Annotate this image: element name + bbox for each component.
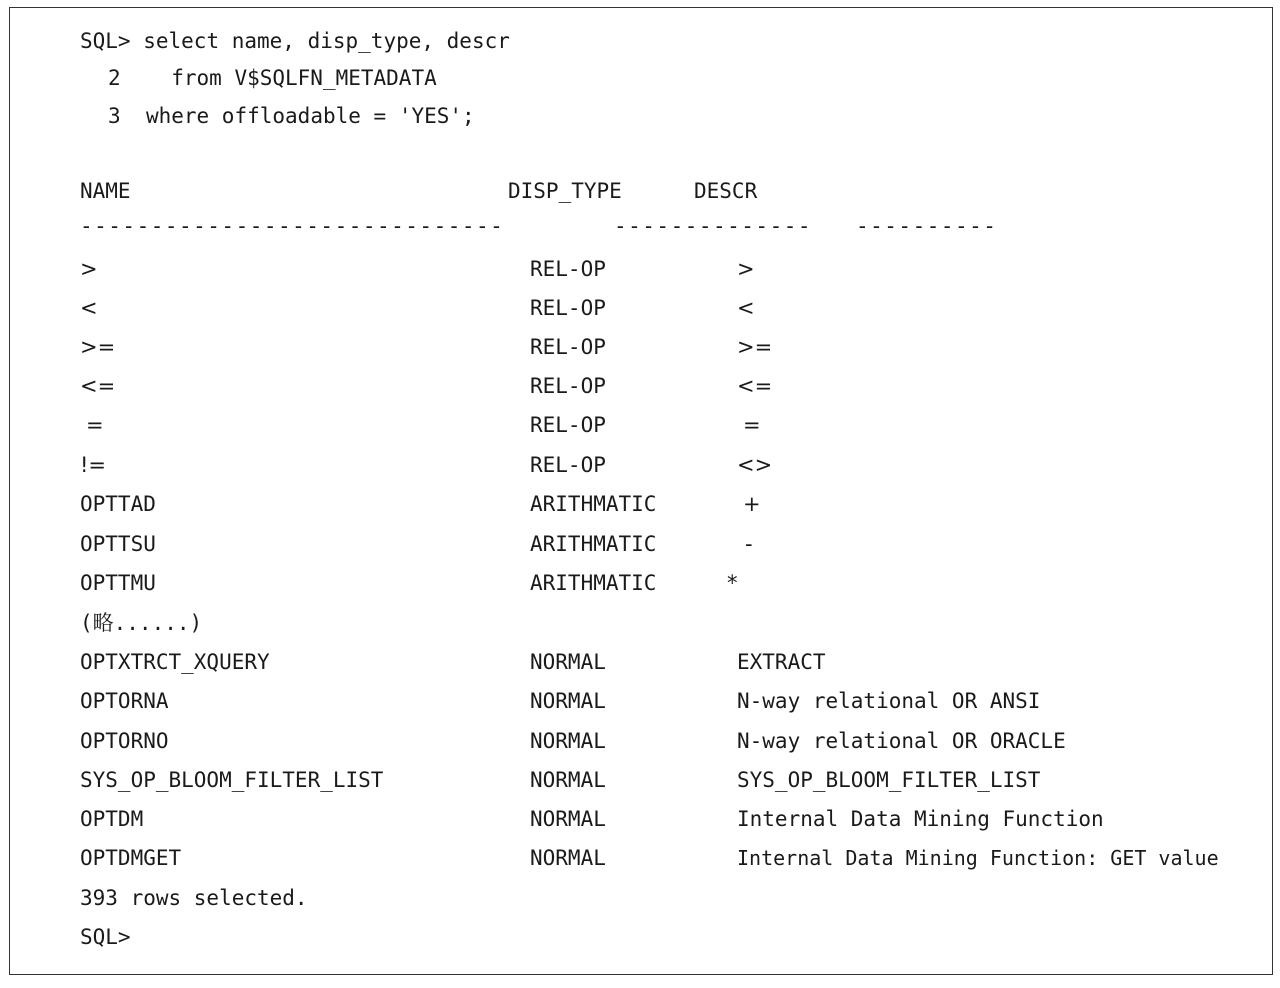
row-name: != xyxy=(80,453,107,477)
row-disp-type: REL-OP xyxy=(530,374,606,398)
row-disp-type: ARITHMATIC xyxy=(530,492,657,516)
header-descr: DESCR xyxy=(694,179,758,203)
query-line-1: select name, disp_type, descr xyxy=(143,29,510,53)
row-name: OPTXTRCT_XQUERY xyxy=(80,650,270,674)
row-descr: < xyxy=(737,296,755,320)
row-descr: N-way relational OR ORACLE xyxy=(737,729,1066,753)
row-disp-type: REL-OP xyxy=(530,413,606,437)
row-name: > xyxy=(80,257,98,281)
row-name: < xyxy=(80,296,98,320)
row-disp-type: ARITHMATIC xyxy=(530,532,657,556)
row-disp-type: REL-OP xyxy=(530,335,606,359)
row-disp-type: NORMAL xyxy=(530,689,606,713)
row-descr: * xyxy=(727,571,738,595)
rows-selected-message: 393 rows selected. xyxy=(80,886,308,910)
row-descr: - xyxy=(745,532,753,556)
separator-disp-type: -------------- xyxy=(614,214,813,238)
row-disp-type: REL-OP xyxy=(530,296,606,320)
row-disp-type: REL-OP xyxy=(530,257,606,281)
row-name: >= xyxy=(80,335,116,359)
row-descr: <= xyxy=(737,374,773,398)
row-name: OPTORNA xyxy=(80,689,169,713)
row-name: OPTTAD xyxy=(80,492,156,516)
row-disp-type: NORMAL xyxy=(530,768,606,792)
row-name: <= xyxy=(80,374,116,398)
row-descr: Internal Data Mining Function: GET value xyxy=(737,846,1219,870)
row-name: OPTTSU xyxy=(80,532,156,556)
row-descr: SYS_OP_BLOOM_FILTER_LIST xyxy=(737,768,1041,792)
row-name: OPTTMU xyxy=(80,571,156,595)
query-line-3: 3 where offloadable = 'YES'; xyxy=(108,104,475,128)
row-name: = xyxy=(86,413,104,437)
row-descr: Internal Data Mining Function xyxy=(737,807,1104,831)
row-name: OPTDM xyxy=(80,807,144,831)
row-descr: EXTRACT xyxy=(737,650,826,674)
row-descr: > xyxy=(737,257,755,281)
header-name: NAME xyxy=(80,179,131,203)
row-name: OPTORNO xyxy=(80,729,169,753)
query-line-2: 2 from V$SQLFN_METADATA xyxy=(108,66,437,90)
row-disp-type: ARITHMATIC xyxy=(530,571,657,595)
row-name: SYS_OP_BLOOM_FILTER_LIST xyxy=(80,768,384,792)
row-disp-type: REL-OP xyxy=(530,453,606,477)
row-disp-type: NORMAL xyxy=(530,807,606,831)
row-descr: >= xyxy=(737,335,773,359)
separator-descr: ---------- xyxy=(856,214,998,238)
row-name: OPTDMGET xyxy=(80,846,182,870)
header-disp-type: DISP_TYPE xyxy=(508,179,622,203)
row-disp-type: NORMAL xyxy=(530,729,606,753)
row-disp-type: NORMAL xyxy=(530,846,606,870)
row-descr: N-way relational OR ANSI xyxy=(737,689,1041,713)
sql-prompt: SQL> select name, disp_type, descr xyxy=(80,29,510,53)
row-descr: <> xyxy=(737,453,773,477)
row-descr: + xyxy=(743,492,761,516)
separator-name: ------------------------------ xyxy=(80,214,505,238)
row-name: (略......) xyxy=(80,611,203,635)
row-disp-type: NORMAL xyxy=(530,650,606,674)
row-descr: = xyxy=(743,413,761,437)
sql-prompt-final: SQL> xyxy=(80,925,131,949)
